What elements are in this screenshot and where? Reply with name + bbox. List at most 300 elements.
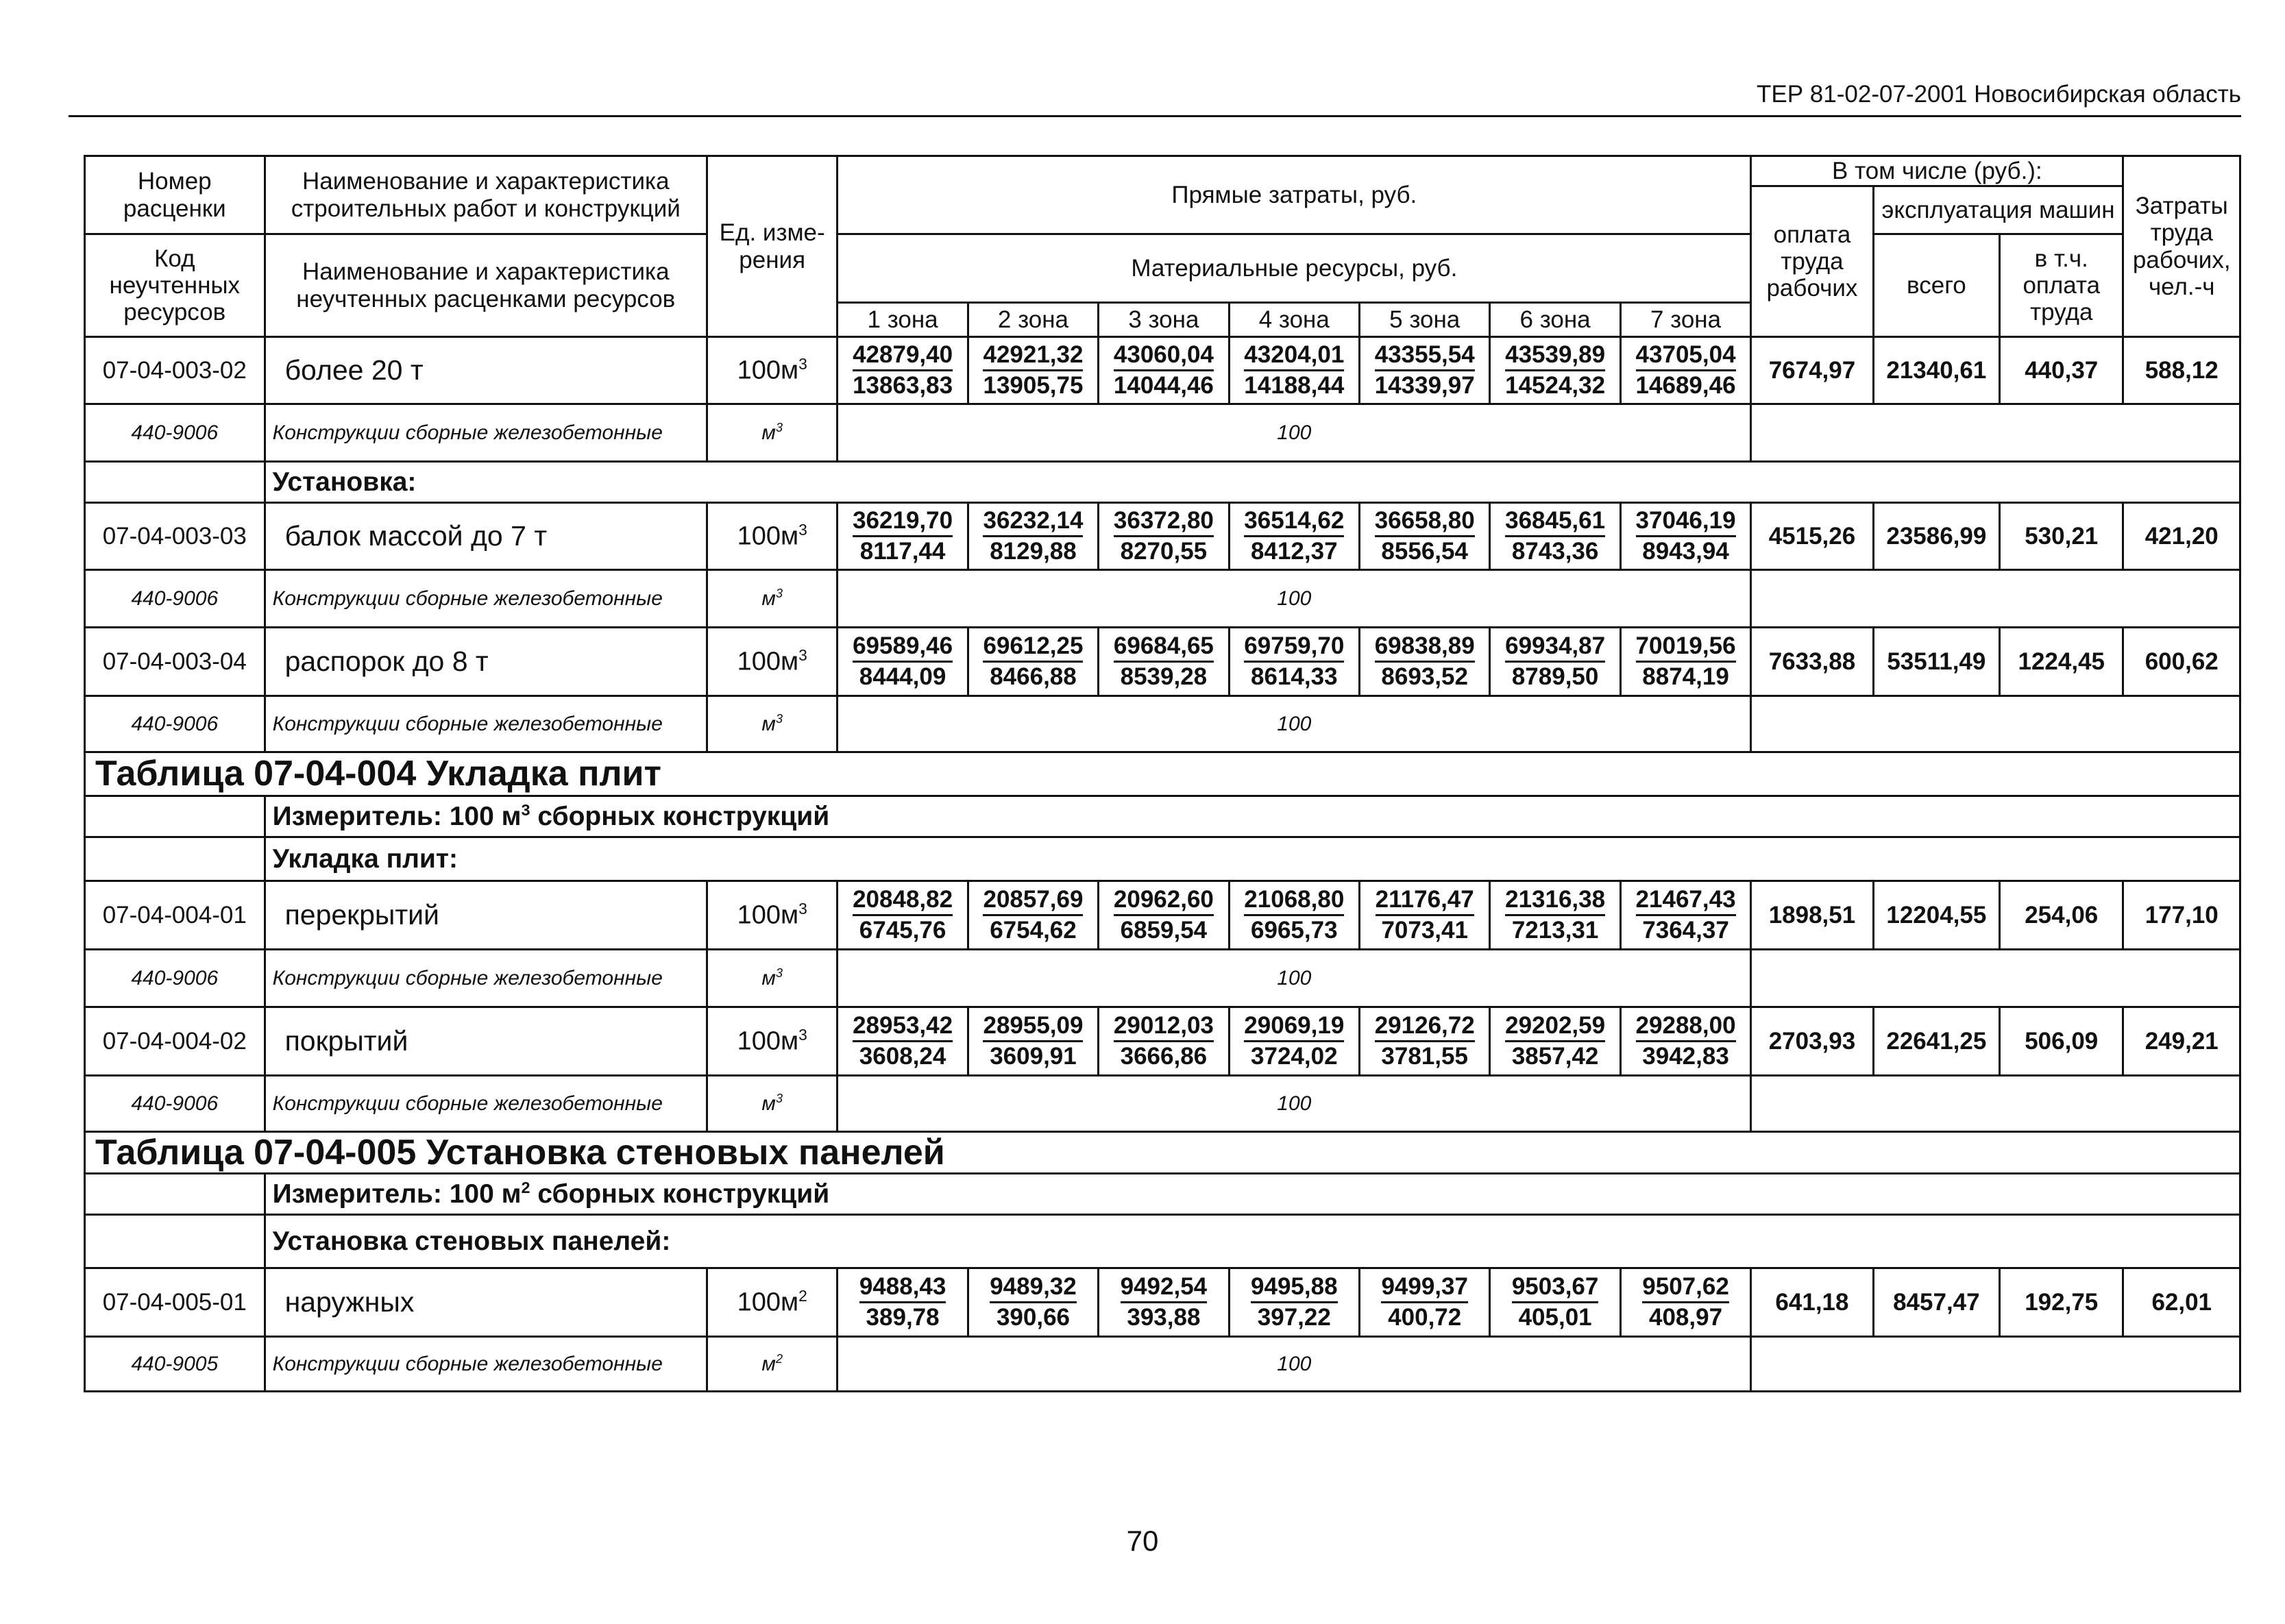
header-labor-pay: оплата труда рабочих (1751, 186, 1873, 337)
direct-cost: 28953,42 (853, 1013, 953, 1043)
zone-cost (1636, 1013, 1736, 1070)
direct-cost: 9503,67 (1512, 1274, 1599, 1304)
zone-cost-cell (1099, 1268, 1229, 1337)
resource-code: 440-9006 (85, 1076, 265, 1132)
resource-quantity: 100 (838, 950, 1751, 1007)
machines-pay-value: 506,09 (2000, 1007, 2123, 1076)
header-zone: 7 зона (1620, 303, 1750, 337)
resource-name: Конструкции сборные железобетонные (265, 1076, 707, 1132)
material-cost: 405,01 (1518, 1304, 1592, 1331)
zone-cost-cell (1229, 881, 1359, 950)
material-cost: 8539,28 (1120, 663, 1208, 690)
zone-cost-cell (1229, 337, 1359, 404)
zone-cost-cell (1490, 1268, 1620, 1337)
direct-cost: 69934,87 (1505, 633, 1605, 663)
unit-power: 2 (798, 1287, 807, 1305)
zone-cost (1244, 887, 1344, 944)
unit-power: 3 (775, 421, 783, 435)
zone-cost-cell (1229, 1268, 1359, 1337)
zone-cost-cell (968, 881, 1098, 950)
resource-name: Конструкции сборные железобетонные (265, 696, 707, 752)
material-cost: 13863,83 (853, 372, 953, 399)
rate-code: 07-04-003-03 (85, 503, 265, 570)
material-cost: 8412,37 (1251, 538, 1338, 565)
direct-cost: 20848,82 (853, 887, 953, 917)
labor-pay-value: 1898,51 (1751, 881, 1873, 950)
zone-cost (1505, 508, 1605, 565)
direct-cost: 29288,00 (1636, 1013, 1736, 1043)
material-cost: 6965,73 (1251, 917, 1338, 944)
material-cost: 7364,37 (1642, 917, 1729, 944)
material-cost: 6859,54 (1120, 917, 1208, 944)
section-label: Укладка плит: (265, 837, 2240, 881)
zone-cost-cell (1490, 881, 1620, 950)
zone-cost-cell (1099, 503, 1229, 570)
unit-text: 100м (737, 521, 799, 551)
unit-power: 3 (798, 899, 807, 918)
unit-power: 2 (775, 1352, 783, 1366)
header-zone: 4 зона (1229, 303, 1359, 337)
material-cost: 13905,75 (983, 372, 1084, 399)
header-name-top: Наименование и характеристика строительных работ и конструкций (265, 156, 707, 234)
zone-cost (1244, 1013, 1344, 1070)
resource-unit (707, 1076, 837, 1132)
zone-cost-cell (1620, 503, 1750, 570)
header-code-bottom: Код неучтенных ресурсов (85, 234, 265, 337)
resource-code: 440-9005 (85, 1337, 265, 1392)
material-cost: 6745,76 (859, 917, 946, 944)
header-incl-pay: в т.ч. оплата труда (2000, 234, 2123, 337)
rates-table (84, 155, 2241, 1392)
resource-row (85, 696, 2240, 752)
direct-cost: 29126,72 (1375, 1013, 1475, 1043)
zone-cost (1114, 342, 1214, 399)
header-unit: Ед. изме- рения (707, 156, 837, 337)
rate-code: 07-04-005-01 (85, 1268, 265, 1337)
resource-row (85, 1076, 2240, 1132)
material-cost: 14339,97 (1374, 372, 1475, 399)
material-cost: 7213,31 (1511, 917, 1599, 944)
resource-row (85, 1337, 2240, 1392)
direct-cost: 9499,37 (1381, 1274, 1468, 1304)
zone-cost-cell (1620, 1268, 1750, 1337)
machines-total-value: 53511,49 (1873, 628, 1999, 696)
unit-text: м (761, 421, 776, 445)
zone-cost (1636, 342, 1736, 399)
zone-cost (1244, 342, 1344, 399)
material-cost: 8614,33 (1251, 663, 1338, 690)
resource-quantity: 100 (838, 404, 1751, 462)
rate-code: 07-04-003-04 (85, 628, 265, 696)
zone-cost-cell (838, 1007, 968, 1076)
rate-name: балок массой до 7 т (265, 503, 707, 570)
zone-cost (983, 1013, 1083, 1070)
material-cost: 3609,91 (990, 1043, 1077, 1070)
machines-pay-value: 1224,45 (2000, 628, 2123, 696)
zone-cost (1505, 633, 1605, 691)
header-total: всего (1873, 234, 1999, 337)
unit-power: 3 (775, 587, 783, 601)
header-zone: 6 зона (1490, 303, 1620, 337)
zone-cost (1375, 508, 1475, 565)
direct-cost: 37046,19 (1636, 508, 1736, 538)
direct-cost: 9492,54 (1121, 1274, 1208, 1304)
resource-quantity: 100 (838, 1076, 1751, 1132)
zone-cost (1375, 342, 1475, 399)
machines-pay-value: 530,21 (2000, 503, 2123, 570)
zone-cost (853, 887, 953, 944)
rate-code: 07-04-004-02 (85, 1007, 265, 1076)
rate-row (85, 1268, 2240, 1337)
material-cost: 400,72 (1388, 1304, 1462, 1331)
zone-cost-cell (1360, 503, 1490, 570)
unit-power: 3 (798, 354, 807, 373)
material-cost: 8789,50 (1511, 663, 1599, 690)
labor-pay-value: 641,18 (1751, 1268, 1873, 1337)
rate-unit (707, 628, 837, 696)
zone-cost-cell (1099, 881, 1229, 950)
zone-cost (983, 633, 1083, 691)
direct-cost: 29069,19 (1244, 1013, 1344, 1043)
zone-cost (1505, 887, 1605, 944)
direct-cost: 69838,89 (1375, 633, 1475, 663)
rate-code: 07-04-004-01 (85, 881, 265, 950)
zone-cost-cell (968, 1007, 1098, 1076)
zone-cost-cell (1360, 881, 1490, 950)
unit-text: 100м (737, 356, 799, 385)
resource-empty (1751, 950, 2240, 1007)
material-cost: 408,97 (1649, 1304, 1723, 1331)
resource-unit (707, 950, 837, 1007)
unit-text: 100м (737, 1288, 799, 1317)
direct-cost: 43539,89 (1505, 342, 1605, 372)
unit-power: 3 (775, 712, 783, 726)
zone-cost (1251, 1274, 1338, 1331)
material-cost: 389,78 (866, 1304, 940, 1331)
direct-cost: 43355,54 (1375, 342, 1475, 372)
resource-code: 440-9006 (85, 570, 265, 628)
zone-cost (853, 1013, 953, 1070)
material-cost: 3857,42 (1511, 1043, 1599, 1070)
direct-cost: 43060,04 (1114, 342, 1214, 372)
direct-cost: 21316,38 (1505, 887, 1605, 917)
direct-cost: 36372,80 (1114, 508, 1214, 538)
direct-cost: 21176,47 (1376, 887, 1474, 917)
material-cost: 390,66 (996, 1304, 1071, 1331)
material-cost: 8874,19 (1642, 663, 1729, 690)
resource-empty (1751, 696, 2240, 752)
zone-cost-cell (838, 337, 968, 404)
direct-cost: 29012,03 (1114, 1013, 1214, 1043)
rate-row (85, 881, 2240, 950)
direct-cost: 69684,65 (1114, 633, 1214, 663)
direct-cost: 9507,62 (1642, 1274, 1729, 1304)
material-cost: 8556,54 (1381, 538, 1468, 565)
rate-unit (707, 337, 837, 404)
zone-cost (859, 1274, 946, 1331)
rate-unit (707, 503, 837, 570)
zone-cost-cell (1620, 1007, 1750, 1076)
unit-text: 100м (737, 1026, 799, 1056)
machines-total-value: 12204,55 (1873, 881, 1999, 950)
machines-pay-value: 440,37 (2000, 337, 2123, 404)
direct-cost: 21068,80 (1244, 887, 1344, 917)
zone-cost (983, 887, 1083, 944)
zone-cost-cell (1490, 337, 1620, 404)
direct-cost: 20962,60 (1114, 887, 1214, 917)
direct-cost: 42921,32 (983, 342, 1083, 372)
direct-cost: 36658,80 (1375, 508, 1475, 538)
zone-cost-cell (838, 1268, 968, 1337)
resource-name: Конструкции сборные железобетонные (265, 404, 707, 462)
resource-code: 440-9006 (85, 696, 265, 752)
labor-pay-value: 7633,88 (1751, 628, 1873, 696)
header-zone: 3 зона (1099, 303, 1229, 337)
labor-pay-value: 7674,97 (1751, 337, 1873, 404)
resource-code: 440-9006 (85, 404, 265, 462)
zone-cost (1375, 633, 1475, 691)
rate-row (85, 1007, 2240, 1076)
labor-pay-value: 4515,26 (1751, 503, 1873, 570)
section-label: Установка: (265, 462, 2240, 503)
rate-name: покрытий (265, 1007, 707, 1076)
rate-unit (707, 1268, 837, 1337)
zone-cost (1114, 633, 1214, 691)
header-labor-costs: Затраты труда рабочих, чел.-ч (2123, 156, 2240, 337)
material-cost: 3666,86 (1120, 1043, 1208, 1070)
zone-cost-cell (1229, 628, 1359, 696)
zone-cost (1375, 1013, 1475, 1070)
material-cost: 3781,55 (1381, 1043, 1468, 1070)
direct-cost: 43204,01 (1244, 342, 1344, 372)
material-cost: 8117,44 (859, 538, 946, 565)
zone-cost (853, 342, 953, 399)
zone-cost (1512, 1274, 1599, 1331)
material-cost: 14524,32 (1505, 372, 1606, 399)
zone-cost-cell (968, 628, 1098, 696)
zone-cost-cell (968, 337, 1098, 404)
direct-cost: 36219,70 (853, 508, 953, 538)
direct-cost: 36514,62 (1244, 508, 1344, 538)
resource-row (85, 570, 2240, 628)
unit-power: 3 (798, 645, 807, 664)
header-row-3 (85, 234, 2240, 303)
zone-cost (1505, 342, 1605, 399)
zone-cost-cell (1620, 881, 1750, 950)
resource-quantity: 100 (838, 696, 1751, 752)
labor-pay-value: 2703,93 (1751, 1007, 1873, 1076)
table-title: Таблица 07-04-004 Укладка плит (85, 752, 2240, 796)
zone-cost-cell (1490, 628, 1620, 696)
direct-cost: 69759,70 (1244, 633, 1344, 663)
table-title-row (85, 752, 2240, 796)
zone-cost-cell (1099, 337, 1229, 404)
resource-empty (1751, 404, 2240, 462)
material-cost: 8943,94 (1642, 538, 1729, 565)
document-title: ТЕР 81-02-07-2001 Новосибирская область (1757, 81, 2241, 108)
material-cost: 8466,88 (990, 663, 1077, 690)
material-cost: 6754,62 (990, 917, 1077, 944)
unit-text: 100м (737, 647, 799, 676)
header-name-bottom: Наименование и характеристика неучтенных расценками ресурсов (265, 234, 707, 337)
material-cost: 8129,88 (990, 538, 1077, 565)
section-label: Установка стеновых панелей: (265, 1215, 2240, 1268)
machines-pay-value: 254,06 (2000, 881, 2123, 950)
page-number: 70 (1126, 1525, 1159, 1557)
header-incl: В том числе (руб.): (1751, 156, 2123, 186)
unit-power: 3 (798, 1025, 807, 1044)
section-row (85, 1215, 2240, 1268)
zone-cost (1244, 508, 1344, 565)
material-cost: 8270,55 (1120, 538, 1208, 565)
labor-hours-value: 177,10 (2123, 881, 2240, 950)
zone-cost (1121, 1274, 1208, 1331)
direct-cost: 43705,04 (1636, 342, 1736, 372)
zone-cost (1114, 508, 1214, 565)
header-code-top: Номер расценки (85, 156, 265, 234)
zone-cost (1381, 1274, 1468, 1331)
header-zone: 1 зона (838, 303, 968, 337)
rate-unit (707, 881, 837, 950)
direct-cost: 20857,69 (983, 887, 1083, 917)
zone-cost (1636, 633, 1736, 691)
direct-cost: 69589,46 (853, 633, 953, 663)
unit-text: м (761, 1092, 776, 1116)
zone-cost-cell (1099, 1007, 1229, 1076)
machines-total-value: 23586,99 (1873, 503, 1999, 570)
table-title-row (85, 1132, 2240, 1174)
direct-cost: 29202,59 (1505, 1013, 1605, 1043)
material-cost: 7073,41 (1381, 917, 1468, 944)
zone-cost-cell (1360, 628, 1490, 696)
header-zone: 2 зона (968, 303, 1098, 337)
resource-name: Конструкции сборные железобетонные (265, 570, 707, 628)
material-cost: 397,22 (1257, 1304, 1331, 1331)
zone-cost (1636, 508, 1736, 565)
unit-power: 3 (775, 1092, 783, 1106)
zone-cost-cell (1099, 628, 1229, 696)
zone-cost (1244, 633, 1344, 691)
material-cost: 8444,09 (859, 663, 946, 690)
measure-label: Измеритель: 100 $м^3$ сборных конструкций (265, 796, 2240, 837)
direct-cost: 9495,88 (1251, 1274, 1338, 1304)
resource-unit (707, 404, 837, 462)
resource-row (85, 404, 2240, 462)
zone-cost-cell (838, 881, 968, 950)
direct-cost: 9489,32 (990, 1274, 1077, 1304)
resource-row (85, 950, 2240, 1007)
zone-cost-cell (838, 628, 968, 696)
section-row (85, 462, 2240, 503)
resource-name: Конструкции сборные железобетонные (265, 1337, 707, 1392)
rate-name: перекрытий (265, 881, 707, 950)
unit-power: 3 (775, 966, 783, 981)
zone-cost-cell (1360, 1268, 1490, 1337)
resource-empty (1751, 570, 2240, 628)
resource-unit (707, 1337, 837, 1392)
measure-row (85, 796, 2240, 837)
zone-cost (1376, 887, 1474, 944)
resource-code: 440-9006 (85, 950, 265, 1007)
direct-cost: 36845,61 (1505, 508, 1605, 538)
zone-cost (1636, 887, 1736, 944)
material-cost: 14689,46 (1635, 372, 1736, 399)
zone-cost (1114, 1013, 1214, 1070)
header-row-1 (85, 156, 2240, 186)
unit-text: м (761, 967, 776, 990)
material-cost: 3608,24 (859, 1043, 946, 1070)
labor-hours-value: 249,21 (2123, 1007, 2240, 1076)
rate-row (85, 628, 2240, 696)
unit-text: м (761, 713, 776, 736)
rate-row (85, 503, 2240, 570)
table-title: Таблица 07-04-005 Установка стеновых панелей (85, 1132, 2240, 1174)
direct-cost: 28955,09 (983, 1013, 1083, 1043)
zone-cost-cell (1360, 337, 1490, 404)
unit-text: м (761, 1353, 776, 1376)
material-cost: 393,88 (1127, 1304, 1201, 1331)
measure-label: Измеритель: 100 $м^2$ сборных конструкций (265, 1174, 2240, 1215)
rate-name: распорок до 8 т (265, 628, 707, 696)
direct-cost: 9488,43 (859, 1274, 946, 1304)
zone-cost-cell (1229, 503, 1359, 570)
unit-text: 100м (737, 900, 799, 930)
rate-code: 07-04-003-02 (85, 337, 265, 404)
rate-unit (707, 1007, 837, 1076)
material-cost: 14188,44 (1244, 372, 1345, 399)
resource-unit (707, 570, 837, 628)
zone-cost-cell (1490, 503, 1620, 570)
resource-empty (1751, 1076, 2240, 1132)
labor-hours-value: 421,20 (2123, 503, 2240, 570)
material-cost: 8693,52 (1381, 663, 1468, 690)
rate-row (85, 337, 2240, 404)
zone-cost (853, 633, 953, 691)
zone-cost (1642, 1274, 1729, 1331)
labor-hours-value: 62,01 (2123, 1268, 2240, 1337)
machines-total-value: 8457,47 (1873, 1268, 1999, 1337)
rate-name: наружных (265, 1268, 707, 1337)
zone-cost (990, 1274, 1077, 1331)
direct-cost: 36232,14 (983, 508, 1083, 538)
direct-cost: 69612,25 (983, 633, 1083, 663)
direct-cost: 21467,43 (1636, 887, 1736, 917)
labor-hours-value: 600,62 (2123, 628, 2240, 696)
material-cost: 3942,83 (1642, 1043, 1729, 1070)
machines-total-value: 22641,25 (1873, 1007, 1999, 1076)
zone-cost-cell (968, 1268, 1098, 1337)
header-direct-costs: Прямые затраты, руб. (838, 156, 1751, 234)
zone-cost-cell (1620, 628, 1750, 696)
zone-cost (1505, 1013, 1605, 1070)
material-cost: 3724,02 (1251, 1043, 1338, 1070)
machines-pay-value: 192,75 (2000, 1268, 2123, 1337)
zone-cost-cell (1490, 1007, 1620, 1076)
resource-unit (707, 696, 837, 752)
zone-cost-cell (838, 503, 968, 570)
zone-cost (853, 508, 953, 565)
resource-empty (1751, 1337, 2240, 1392)
measure-row (85, 1174, 2240, 1215)
resource-name: Конструкции сборные железобетонные (265, 950, 707, 1007)
direct-cost: 70019,56 (1636, 633, 1736, 663)
zone-cost-cell (1620, 337, 1750, 404)
resource-quantity: 100 (838, 570, 1751, 628)
section-row (85, 837, 2240, 881)
rate-name: более 20 т (265, 337, 707, 404)
document-header (69, 75, 2241, 117)
header-materials: Материальные ресурсы, руб. (838, 234, 1751, 303)
